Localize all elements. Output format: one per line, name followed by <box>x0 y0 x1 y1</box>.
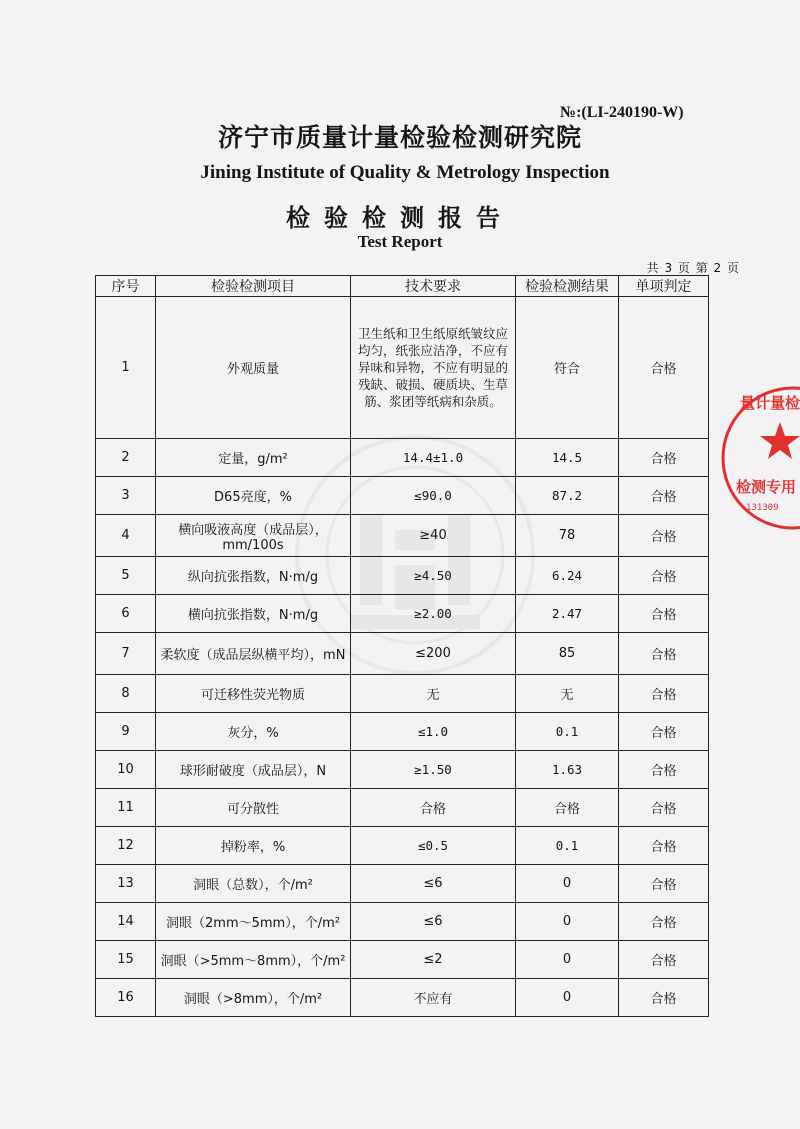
technical-requirement: 不应有 <box>351 979 516 1017</box>
test-result: 2.47 <box>516 595 619 633</box>
test-result: 符合 <box>516 297 619 439</box>
technical-requirement: 合格 <box>351 789 516 827</box>
test-result: 0.1 <box>516 827 619 865</box>
column-header-item: 检验检测项目 <box>156 276 351 297</box>
row-number: 16 <box>96 979 156 1017</box>
technical-requirement: ≤6 <box>351 903 516 941</box>
technical-requirement: ≤2 <box>351 941 516 979</box>
test-item: 洞眼（>8mm），个/m² <box>156 979 351 1017</box>
row-number: 1 <box>96 297 156 439</box>
verdict: 合格 <box>619 595 709 633</box>
verdict: 合格 <box>619 941 709 979</box>
table-row <box>96 439 709 477</box>
table-row <box>96 979 709 1017</box>
test-result: 0 <box>516 903 619 941</box>
verdict: 合格 <box>619 675 709 713</box>
technical-requirement: 无 <box>351 675 516 713</box>
verdict: 合格 <box>619 297 709 439</box>
table-row <box>96 713 709 751</box>
test-result: 0 <box>516 979 619 1017</box>
test-result: 0 <box>516 941 619 979</box>
technical-requirement: ≥40 <box>351 515 516 557</box>
test-item: 灰分，% <box>156 713 351 751</box>
row-number: 10 <box>96 751 156 789</box>
column-header-verdict: 单项判定 <box>619 276 709 297</box>
table-row <box>96 789 709 827</box>
stamp-text-bottom: 检测专用 <box>736 478 797 496</box>
row-number: 14 <box>96 903 156 941</box>
row-number: 6 <box>96 595 156 633</box>
row-number: 5 <box>96 557 156 595</box>
verdict: 合格 <box>619 751 709 789</box>
technical-requirement: ≥2.00 <box>351 595 516 633</box>
row-number: 7 <box>96 633 156 675</box>
test-item: 柔软度（成品层纵横平均），mN <box>156 633 351 675</box>
table-row <box>96 297 709 439</box>
test-result: 85 <box>516 633 619 675</box>
table-row <box>96 941 709 979</box>
institute-name-en: Jining Institute of Quality & Metrology Inspection <box>200 162 610 183</box>
test-item: 可分散性 <box>156 789 351 827</box>
table-row <box>96 865 709 903</box>
technical-requirement: ≤200 <box>351 633 516 675</box>
verdict: 合格 <box>619 903 709 941</box>
table-row <box>96 595 709 633</box>
report-number: №:(LI-240190-W) <box>560 104 684 121</box>
verdict: 合格 <box>619 477 709 515</box>
test-result: 0 <box>516 865 619 903</box>
row-number: 12 <box>96 827 156 865</box>
column-header-result: 检验检测结果 <box>516 276 619 297</box>
test-item: 洞眼（总数），个/m² <box>156 865 351 903</box>
row-number: 9 <box>96 713 156 751</box>
table-row <box>96 633 709 675</box>
test-result: 无 <box>516 675 619 713</box>
row-number: 15 <box>96 941 156 979</box>
row-number: 2 <box>96 439 156 477</box>
test-item: 球形耐破度（成品层），N <box>156 751 351 789</box>
report-title-cn: 检验检测报告 <box>286 204 514 232</box>
verdict: 合格 <box>619 865 709 903</box>
test-item: 洞眼（2mm～5mm），个/m² <box>156 903 351 941</box>
technical-requirement: ≥4.50 <box>351 557 516 595</box>
table-row <box>96 515 709 557</box>
test-item: 外观质量 <box>156 297 351 439</box>
test-results-table <box>95 275 709 1017</box>
technical-requirement: 14.4±1.0 <box>351 439 516 477</box>
row-number: 11 <box>96 789 156 827</box>
test-result: 1.63 <box>516 751 619 789</box>
test-result: 合格 <box>516 789 619 827</box>
institute-name-cn: 济宁市质量计量检验检测研究院 <box>217 123 582 152</box>
technical-requirement: ≥1.50 <box>351 751 516 789</box>
test-result: 0.1 <box>516 713 619 751</box>
stamp-code: 131309 <box>746 503 779 513</box>
test-item: 定量，g/m² <box>156 439 351 477</box>
stamp-text-top: 量计量检 <box>740 394 800 412</box>
row-number: 13 <box>96 865 156 903</box>
column-header-requirement: 技术要求 <box>351 276 516 297</box>
table-row <box>96 675 709 713</box>
technical-requirement: ≤0.5 <box>351 827 516 865</box>
stamp-star-icon <box>760 422 800 459</box>
technical-requirement: ≤1.0 <box>351 713 516 751</box>
test-item: 横向吸液高度（成品层），mm/100s <box>156 515 351 557</box>
table-row <box>96 557 709 595</box>
verdict: 合格 <box>619 515 709 557</box>
test-item: 洞眼（>5mm～8mm），个/m² <box>156 941 351 979</box>
test-item: 掉粉率，% <box>156 827 351 865</box>
table-row <box>96 903 709 941</box>
inspection-stamp <box>718 370 800 550</box>
verdict: 合格 <box>619 633 709 675</box>
table-row <box>96 477 709 515</box>
row-number: 8 <box>96 675 156 713</box>
verdict: 合格 <box>619 827 709 865</box>
verdict: 合格 <box>619 557 709 595</box>
page-count: 共 3 页 第 2 页 <box>646 261 740 275</box>
test-item: D65亮度，% <box>156 477 351 515</box>
column-header-no: 序号 <box>96 276 156 297</box>
table-row <box>96 827 709 865</box>
verdict: 合格 <box>619 789 709 827</box>
row-number: 3 <box>96 477 156 515</box>
test-result: 87.2 <box>516 477 619 515</box>
test-item: 可迁移性荧光物质 <box>156 675 351 713</box>
test-result: 6.24 <box>516 557 619 595</box>
test-item: 纵向抗张指数，N·m/g <box>156 557 351 595</box>
verdict: 合格 <box>619 979 709 1017</box>
test-item: 横向抗张指数，N·m/g <box>156 595 351 633</box>
verdict: 合格 <box>619 713 709 751</box>
test-result: 78 <box>516 515 619 557</box>
test-result: 14.5 <box>516 439 619 477</box>
table-header-row <box>96 276 709 297</box>
row-number: 4 <box>96 515 156 557</box>
technical-requirement: ≤90.0 <box>351 477 516 515</box>
table-row <box>96 751 709 789</box>
report-title-en: Test Report <box>357 232 443 251</box>
technical-requirement: ≤6 <box>351 865 516 903</box>
technical-requirement: 卫生纸和卫生纸原纸皱纹应均匀，纸张应洁净，不应有异味和异物，不应有明显的残缺、破损、硬质块、生草筋、浆团等纸病和杂质。 <box>351 297 516 439</box>
verdict: 合格 <box>619 439 709 477</box>
